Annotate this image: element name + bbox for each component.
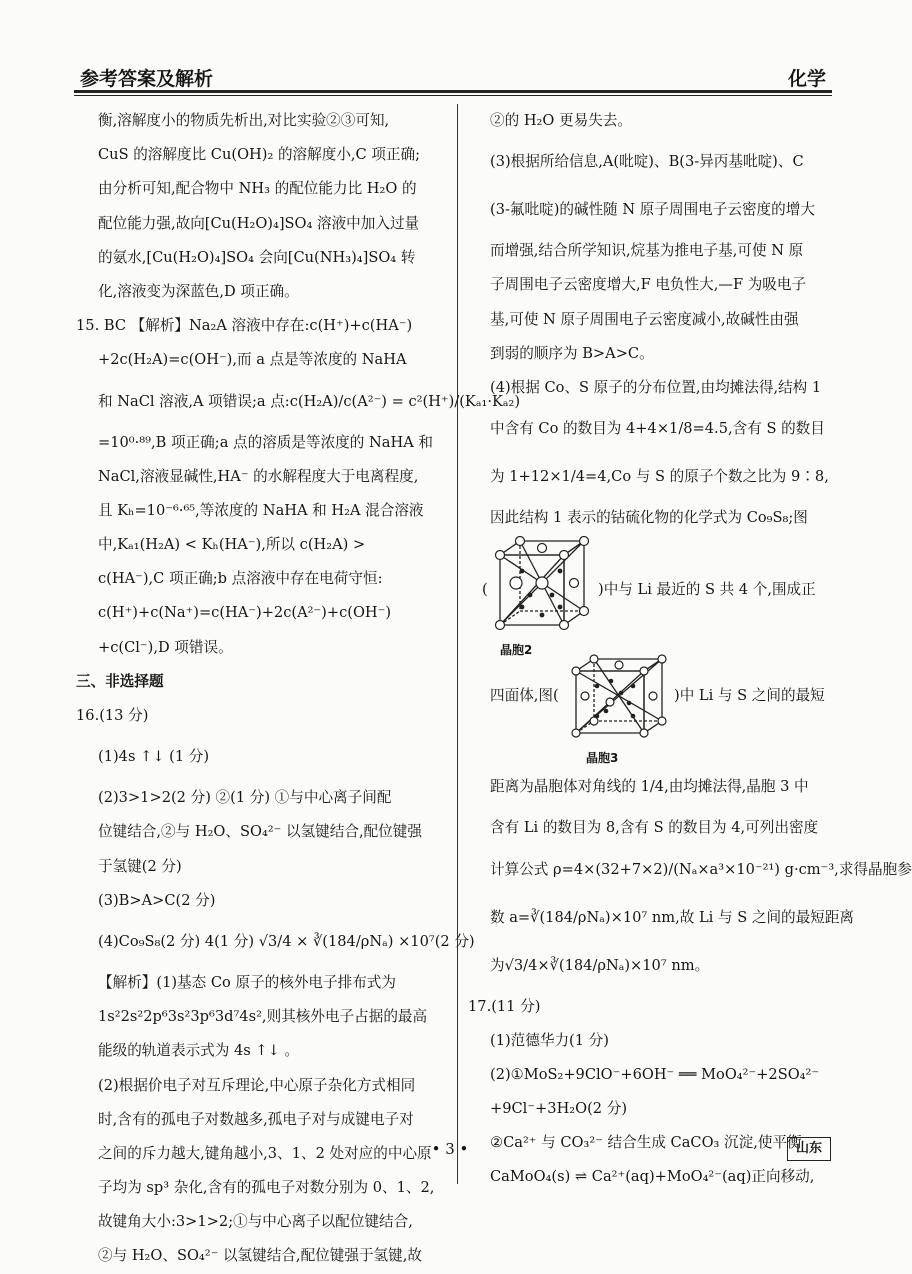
text-line: (2)①MoS₂+9ClO⁻+6OH⁻ ══ MoO₄²⁻+2SO₄²⁻ <box>490 1065 820 1083</box>
text-line: 由分析可知,配合物中 NH₃ 的配位能力比 H₂O 的 <box>98 180 417 198</box>
text-line: 中,Kₐ₁(H₂A) < Kₕ(HA⁻),所以 c(H₂A) > <box>98 536 366 554</box>
text-line: 和 NaCl 溶液,A 项错误;a 点:c(H₂A)/c(A²⁻) = c²(H⁺)/(Kₐ₁·Kₐ₂) <box>98 392 521 410</box>
text-line: 配位能力强,故向[Cu(H₂O)₄]SO₄ 溶液中加入过量 <box>98 214 420 232</box>
text-line: 且 Kₕ=10⁻⁶·⁶⁵,等浓度的 NaHA 和 H₂A 混合溶液 <box>98 501 424 519</box>
text-line: +2c(H₂A)=c(OH⁻),而 a 点是等浓度的 NaHA <box>98 351 407 369</box>
cell2-caption-text: )中与 Li 最近的 S 共 4 个,围成正 <box>598 581 816 599</box>
text-line: (4)Co₉S₈(2 分) 4(1 分) √3/4 × ∛(184/ρNₐ) ×10⁷(2 分) <box>98 932 475 950</box>
page-number: • 3 • <box>431 1140 469 1158</box>
text-line: 故键角大小:3>1>2;①与中心离子以配位键结合, <box>98 1213 413 1231</box>
section-heading: 三、非选择题 <box>76 672 164 690</box>
text-line: 【解析】(1)基态 Co 原子的核外电子排布式为 <box>98 973 396 991</box>
text-line: (2)3>1>2(2 分) ②(1 分) ①与中心离子间配 <box>98 789 392 807</box>
text-line: 能级的轨道表示式为 4s ↑↓ 。 <box>98 1042 300 1060</box>
text-line: ②与 H₂O、SO₄²⁻ 以氢键结合,配位键强于氢键,故 <box>98 1247 422 1265</box>
text-line: 到弱的顺序为 B>A>C。 <box>490 344 654 362</box>
header-left-title: 参考答案及解析 <box>80 68 214 90</box>
question-number: 17.(11 分) <box>468 997 541 1015</box>
text-line: 衡,溶解度小的物质先析出,对比实验②③可知, <box>98 112 390 129</box>
column-divider <box>457 104 458 1184</box>
text-line: 化,溶液变为深蓝色,D 项正确。 <box>98 282 299 300</box>
region-badge: 山东 <box>787 1137 831 1161</box>
text-line: (1)4s ↑↓ (1 分) <box>98 748 210 766</box>
paren-open: ( <box>482 581 488 599</box>
cell3-row <box>468 653 832 766</box>
text-line: 数 a=∛(184/ρNₐ)×10⁷ nm,故 Li 与 S 之间的最短距离 <box>490 908 855 926</box>
text-line: (1)范德华力(1 分) <box>490 1031 609 1049</box>
text-line: 15. BC 【解析】Na₂A 溶液中存在:c(H⁺)+c(HA⁻) <box>76 317 413 335</box>
cell2-caption: 晶胞2 <box>500 643 533 658</box>
text-line: 基,可使 N 原子周围电子云密度减小,故碱性由强 <box>490 310 799 328</box>
text-line: CaMoO₄(s) ⇌ Ca²⁺(aq)+MoO₄²⁻(aq)正向移动, <box>490 1168 815 1186</box>
text-line: 为√3/4×∛(184/ρNₐ)×10⁷ nm。 <box>490 956 710 974</box>
text-line: CuS 的溶解度比 Cu(OH)₂ 的溶解度小,C 项正确; <box>98 146 421 164</box>
text-line: 子均为 sp³ 杂化,含有的孤电子对数分别为 0、1、2, <box>98 1179 435 1197</box>
question-number: 16.(13 分) <box>76 707 149 724</box>
text-line: 为 1+12×1/4=4,Co 与 S 的原子个数之比为 9∶8, <box>490 468 829 486</box>
unit-cell-2-diagram <box>490 535 594 633</box>
text-line: 而增强,结合所学知识,烷基为推电子基,可使 N 原 <box>490 242 804 260</box>
cell3-caption: 晶胞3 <box>586 751 619 766</box>
text-line: +9Cl⁻+3H₂O(2 分) <box>490 1100 628 1118</box>
text-line: =10⁰·⁸⁹,B 项正确;a 点的溶质是等浓度的 NaHA 和 <box>98 433 433 451</box>
text-line: 的氨水,[Cu(H₂O)₄]SO₄ 会向[Cu(NH₃)₄]SO₄ 转 <box>98 248 416 266</box>
text-line: c(HA⁻),C 项正确;b 点溶液中存在电荷守恒: <box>98 570 383 588</box>
text-line: 因此结构 1 表示的钴硫化物的化学式为 Co₉S₈;图 <box>490 509 808 527</box>
right-column <box>468 104 912 1195</box>
text-line: ②的 H₂O 更易失去。 <box>490 112 632 129</box>
text-line: 之间的斥力越大,键角越小,3、1、2 处对应的中心原 <box>98 1144 432 1162</box>
text-line: 于氢键(2 分) <box>98 857 182 875</box>
text-line: (4)根据 Co、S 原子的分布位置,由均摊法得,结构 1 <box>490 378 822 396</box>
cell2-row <box>468 535 832 658</box>
text-line: 1s²2s²2p⁶3s²3p⁶3d⁷4s²,则其核外电子占据的最高 <box>98 1008 428 1026</box>
cell3-pre-text: 四面体,图( <box>490 687 559 705</box>
text-line: (3)B>A>C(2 分) <box>98 891 216 909</box>
text-line: (3)根据所给信息,A(吡啶)、B(3-异丙基吡啶)、C <box>490 153 804 171</box>
text-line: +c(Cl⁻),D 项错误。 <box>98 638 233 656</box>
text-line: NaCl,溶液显碱性,HA⁻ 的水解程度大于电离程度, <box>98 467 419 485</box>
text-line: 计算公式 ρ=4×(32+7×2)/(Nₐ×a³×10⁻²¹) g·cm⁻³,求得晶胞参 <box>490 860 912 878</box>
text-line: 中含有 Co 的数目为 4+4×1/8=4.5,含有 S 的数目 <box>490 420 825 438</box>
text-line: 距离为晶胞体对角线的 1/4,由均摊法得,晶胞 3 中 <box>490 778 809 796</box>
header-rule-thin <box>74 95 832 96</box>
text-line: (3-氟吡啶)的碱性随 N 原子周围电子云密度的增大 <box>490 201 815 219</box>
header-subject: 化学 <box>787 68 826 90</box>
text-line: 子周围电子云密度增大,F 电负性大,—F 为吸电子 <box>490 276 807 294</box>
text-line: ②Ca²⁺ 与 CO₃²⁻ 结合生成 CaCO₃ 沉淀,使平衡 <box>490 1134 802 1152</box>
text-line: c(H⁺)+c(Na⁺)=c(HA⁻)+2c(A²⁻)+c(OH⁻) <box>98 604 392 622</box>
unit-cell-3-diagram <box>566 653 670 739</box>
text-line: 位键结合,②与 H₂O、SO₄²⁻ 以氢键结合,配位键强 <box>98 823 422 841</box>
header-rule <box>74 90 832 93</box>
cell3-caption-text: )中 Li 与 S 之间的最短 <box>674 687 825 705</box>
text-line: (2)根据价电子对互斥理论,中心原子杂化方式相同 <box>98 1076 416 1094</box>
text-line: 含有 Li 的数目为 8,含有 S 的数目为 4,可列出密度 <box>490 819 819 837</box>
text-line: 时,含有的孤电子对数越多,孤电子对与成键电子对 <box>98 1110 414 1128</box>
